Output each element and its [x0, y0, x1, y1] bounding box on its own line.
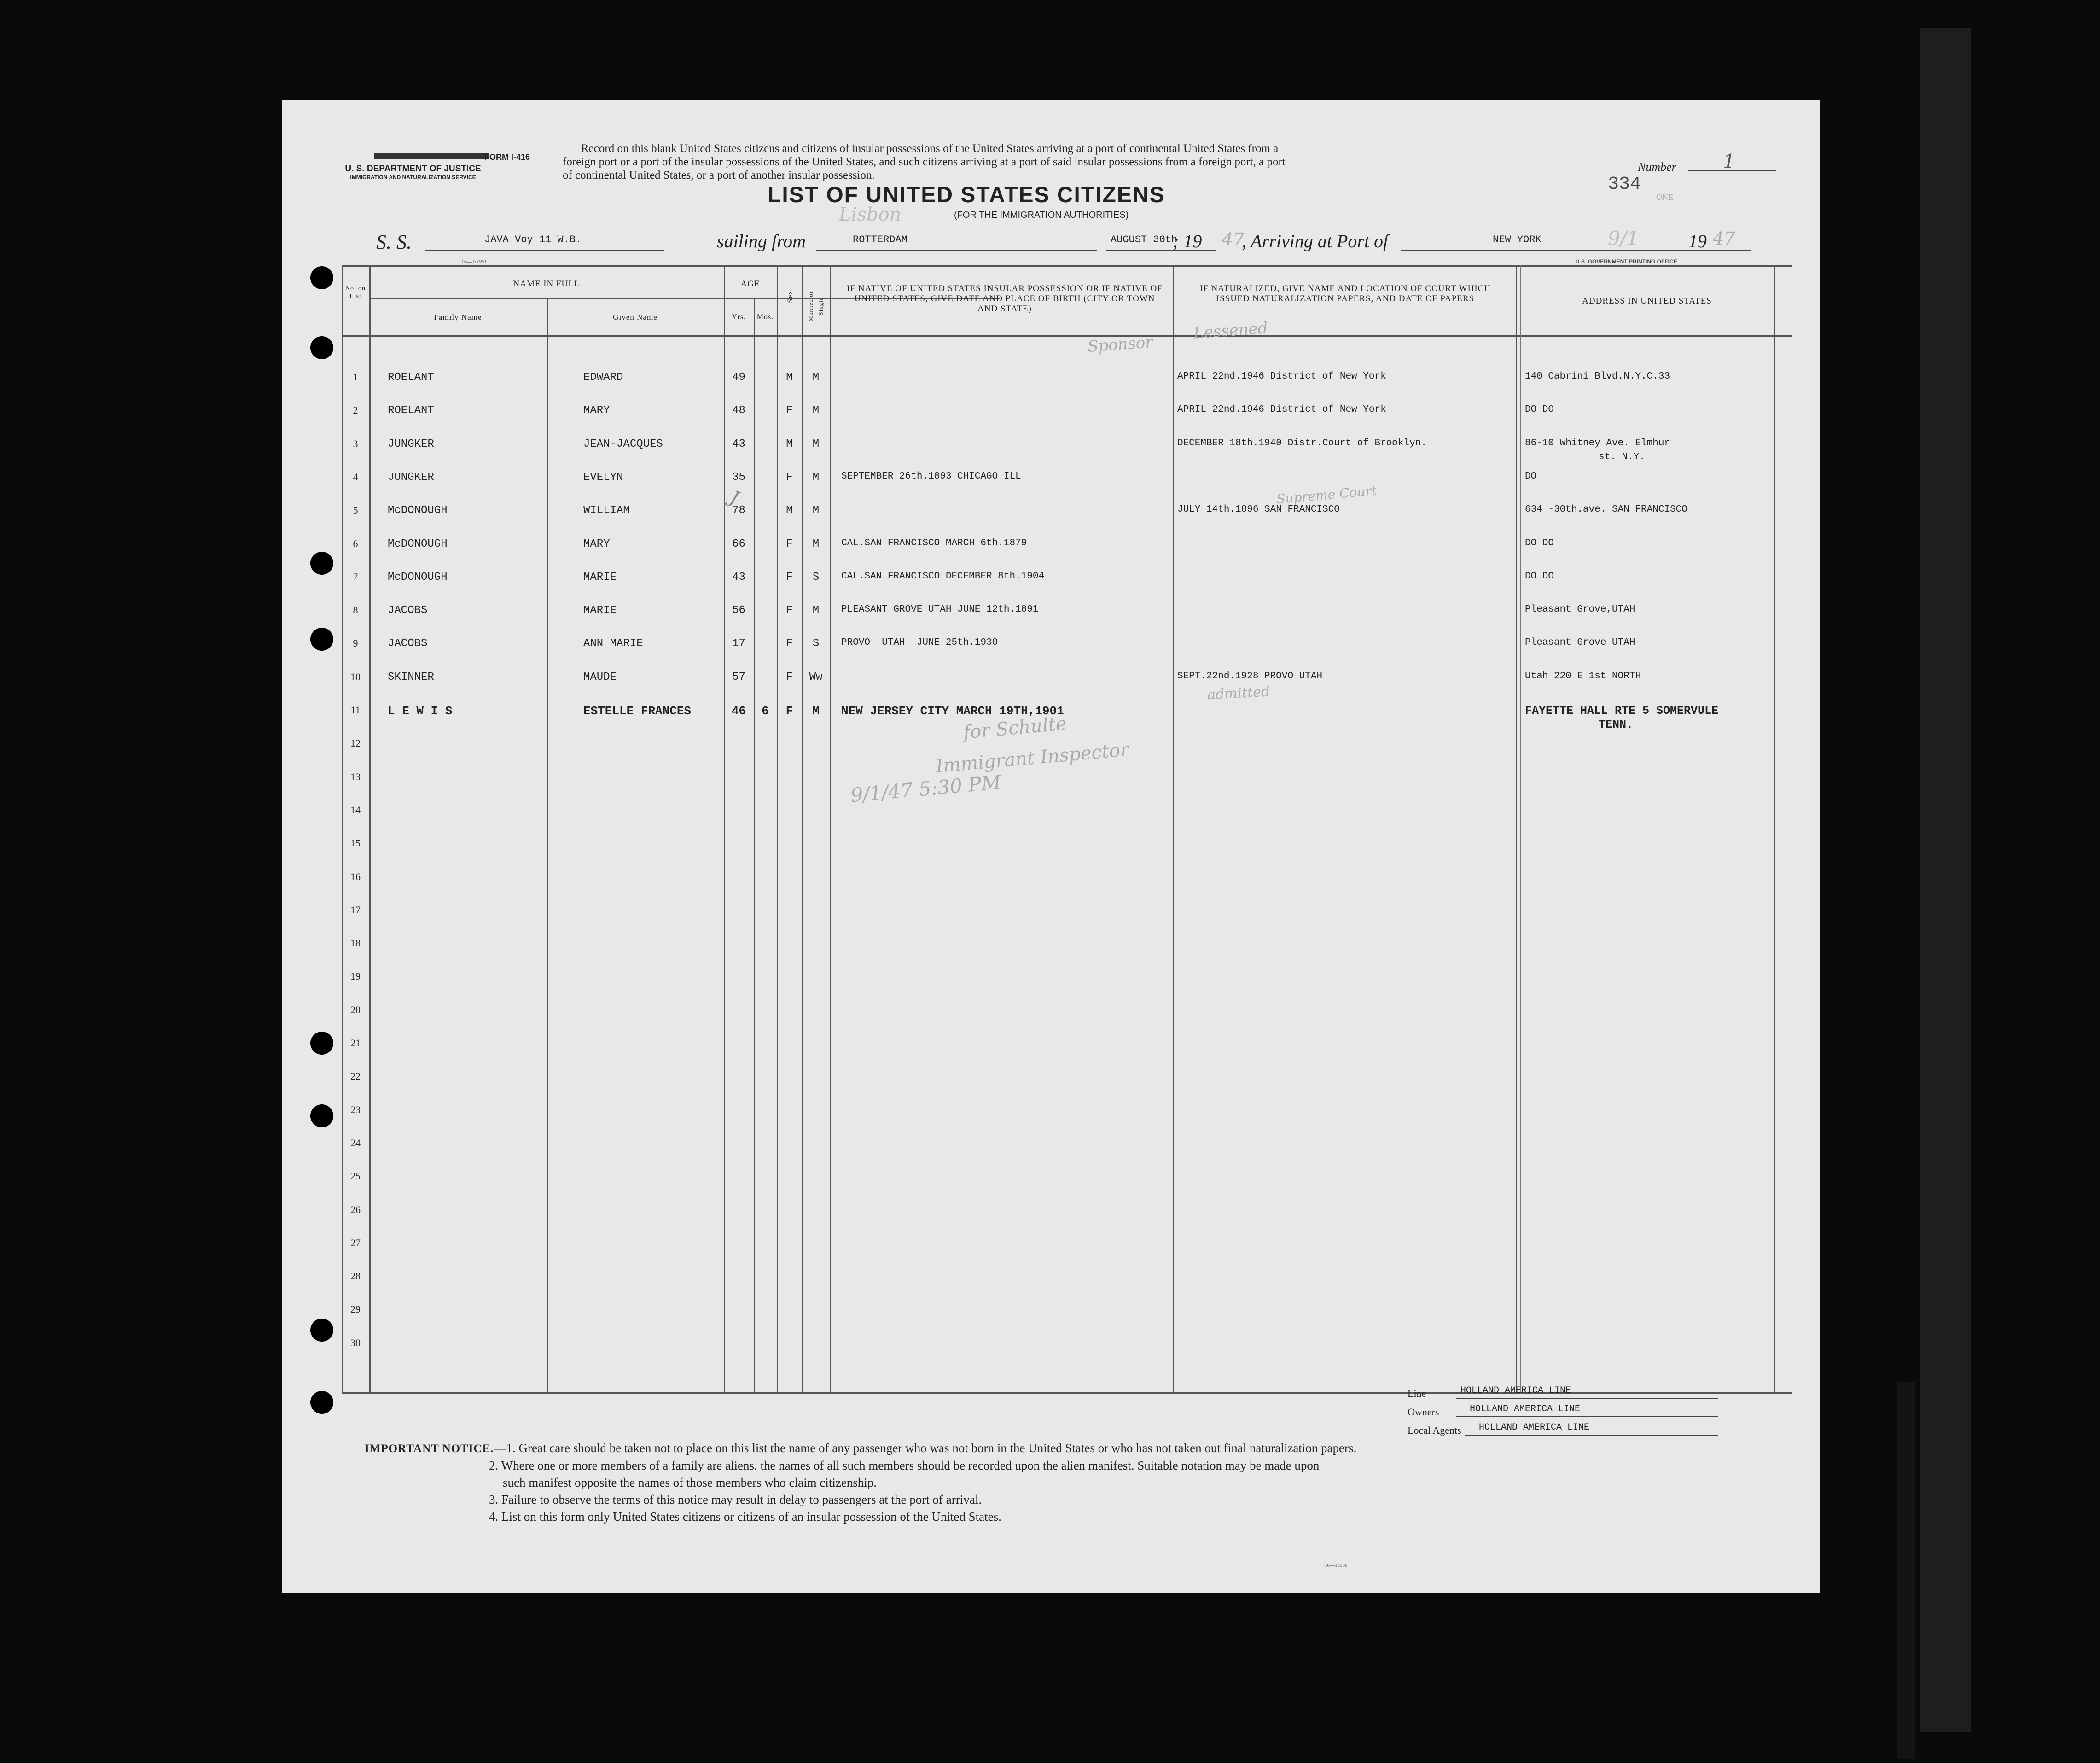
given-name-cell: MARIE [583, 571, 617, 584]
row-number: 2 [353, 404, 358, 416]
col-rule [1516, 265, 1517, 1394]
ss-label: S. S. [376, 231, 412, 253]
handwritten-stamp: admitted [1207, 683, 1271, 703]
sheet-number: 334 [1608, 174, 1641, 195]
row-number: 1 [353, 371, 358, 383]
binder-hole [310, 1032, 333, 1055]
binder-hole [310, 1391, 333, 1414]
col-header-mos: Mos. [756, 313, 774, 321]
page-subtitle: (FOR THE IMMIGRATION AUTHORITIES) [954, 210, 1129, 220]
marital-cell: S [812, 571, 820, 584]
port-arrival: NEW YORK [1493, 234, 1542, 245]
family-name-cell: JACOBS [388, 604, 428, 617]
notice-line: Record on this blank United States citizens and citizens of insular possessions of the United States arriving at a port of continental United States from a [581, 142, 1279, 155]
age-years-cell: 66 [732, 537, 745, 550]
line-label: Line [1408, 1388, 1426, 1399]
binder-hole [310, 336, 333, 359]
notice-heading: IMPORTANT NOTICE. [365, 1442, 494, 1455]
col-header-birth: IF NATIVE OF UNITED STATES INSULAR POSSESSION OR IF NATIVE OF UNITED STATES, GIVE DATE AND PLACE OF BIRTH (CITY OR TOWN AND STATE) [847, 284, 1163, 314]
owners-label: Owners [1408, 1406, 1439, 1418]
row-number: 22 [350, 1070, 361, 1082]
col-rule [754, 299, 755, 1394]
address-cell: FAYETTE HALL RTE 5 SOMERVULE [1525, 704, 1719, 718]
row-number: 30 [350, 1337, 361, 1349]
given-name-cell: MARY [583, 404, 610, 417]
row-number: 3 [353, 438, 358, 450]
footer-form-code: 16—10350 [1325, 1563, 1348, 1568]
family-name-cell: McDONOUGH [388, 571, 448, 584]
notice-text [563, 142, 1695, 182]
row-number: 26 [350, 1203, 361, 1215]
row-number: 20 [350, 1004, 361, 1016]
port-from-rule [816, 250, 1097, 251]
col-rule [369, 265, 371, 1394]
family-name-cell: SKINNER [388, 671, 434, 683]
film-edge-strip [1920, 28, 1971, 1732]
naturalization-cell: APRIL 22nd.1946 District of New York [1177, 404, 1386, 415]
row-number: 6 [353, 537, 358, 549]
sex-cell: F [786, 537, 793, 550]
age-years-cell: 56 [732, 604, 745, 617]
table-top-rule [342, 265, 1792, 267]
age-years-cell: 48 [732, 404, 745, 417]
address-cell: 140 Cabrini Blvd.N.Y.C.33 [1525, 371, 1670, 382]
handwritten-annotation: Supreme Court [1275, 483, 1378, 507]
given-name-cell: ESTELLE FRANCES [583, 704, 692, 718]
row-number: 27 [350, 1237, 361, 1249]
family-name-cell: McDONOUGH [388, 537, 448, 550]
row-number: 7 [353, 571, 358, 583]
owners-rule [1456, 1416, 1718, 1417]
col-rule [802, 265, 803, 1394]
sex-cell: F [786, 604, 793, 617]
address-cell: Pleasant Grove UTAH [1525, 637, 1635, 648]
handwritten-inspector: Immigrant Inspector [935, 739, 1130, 777]
row-number: 25 [350, 1170, 361, 1182]
date-from: AUGUST 30th [1111, 234, 1178, 245]
service: IMMIGRATION AND NATURALIZATION SERVICE [350, 174, 476, 181]
age-years-cell: 43 [732, 571, 745, 584]
col-header-no: No. on List [345, 285, 366, 300]
row-number: 14 [350, 804, 361, 816]
row-number: 19 [350, 970, 361, 982]
row-number: 23 [350, 1103, 361, 1115]
header-bottom-rule [342, 335, 1792, 337]
sheet-word: ONE [1656, 193, 1673, 202]
given-name-cell: WILLIAM [583, 504, 630, 517]
family-name-cell: ROELANT [388, 404, 434, 417]
row-number: 12 [350, 737, 361, 749]
local-agents-value: HOLLAND AMERICA LINE [1479, 1422, 1590, 1433]
notice-item-4: 4. List on this form only United States citizens or citizens of an insular possession of the United States. [489, 1510, 1001, 1524]
sex-cell: M [786, 504, 793, 517]
family-name-cell: JACOBS [388, 637, 428, 650]
year1-prefix: ; 19 [1173, 231, 1202, 251]
birth-cell: PROVO- UTAH- JUNE 25th.1930 [841, 637, 998, 648]
row-number: 15 [350, 837, 361, 849]
address-cell: DO DO [1525, 571, 1554, 582]
col-header-yrs: Yrs. [731, 313, 746, 321]
page-title: LIST OF UNITED STATES CITIZENS [768, 183, 1165, 207]
age-years-cell: 43 [732, 438, 745, 450]
owners-value: HOLLAND AMERICA LINE [1470, 1404, 1581, 1414]
given-name-cell: MARIE [583, 604, 617, 617]
family-name-cell: JUNGKER [388, 438, 434, 450]
given-name-cell: EDWARD [583, 371, 623, 384]
sex-cell: M [786, 371, 793, 384]
address-cell: 86-10 Whitney Ave. Elmhur [1525, 438, 1670, 449]
gpo-label: U.S. GOVERNMENT PRINTING OFFICE [1576, 258, 1677, 265]
sex-cell: F [786, 471, 793, 484]
birth-cell: CAL.SAN FRANCISCO DECEMBER 8th.1904 [841, 571, 1045, 582]
given-name-cell: EVELYN [583, 471, 623, 484]
notice-line: foreign port or a port of the insular possessions of the United States, and such citizens arriving at a port of said insular possessions from a foreign port, a port [563, 156, 1286, 168]
address-cell-line2: st. N.Y. [1599, 451, 1645, 462]
sex-cell: F [786, 571, 793, 584]
col-header-sex: Sex [786, 290, 794, 303]
handwritten-mark: J [727, 486, 742, 509]
given-name-cell: MARY [583, 537, 610, 550]
row-number: 28 [350, 1270, 361, 1282]
row-number: 18 [350, 937, 361, 949]
address-cell: Pleasant Grove,UTAH [1525, 604, 1635, 615]
row-number: 9 [353, 637, 358, 649]
form-code: 16—10350 [461, 258, 486, 265]
notice-line: of continental United States, or a port of another insular possession. [563, 169, 875, 181]
age-years-cell: 17 [732, 637, 745, 650]
col-rule [1774, 265, 1775, 1394]
age-years-cell: 49 [732, 371, 745, 384]
birth-cell: CAL.SAN FRANCISCO MARCH 6th.1879 [841, 537, 1027, 549]
table-bottom-rule [342, 1392, 1792, 1394]
marital-cell: Ww [809, 671, 823, 683]
naturalization-cell: SEPT.22nd.1928 PROVO UTAH [1177, 671, 1323, 682]
age-years-cell: 46 [731, 704, 746, 718]
col-header-age: AGE [740, 279, 760, 289]
col-rule [342, 265, 343, 1394]
address-cell-line2: TENN. [1599, 718, 1634, 731]
department: U. S. DEPARTMENT OF JUSTICE [345, 164, 481, 174]
row-number: 24 [350, 1137, 361, 1149]
number-value: 1 [1723, 150, 1735, 173]
marital-cell: M [812, 404, 820, 417]
handwritten-annotation: Sponsor [1087, 333, 1153, 356]
row-number: 17 [350, 904, 361, 916]
local-agents-rule [1465, 1435, 1718, 1436]
marital-cell: M [812, 704, 820, 718]
age-years-cell: 35 [732, 471, 745, 484]
notice-item-1: IMPORTANT NOTICE.—1. Great care should be taken not to place on this list the name of any passenger who was not born in the United States or who has not taken out final naturalization papers. [365, 1441, 1357, 1455]
naturalization-cell: APRIL 22nd.1946 District of New York [1177, 371, 1386, 382]
line-value: HOLLAND AMERICA LINE [1460, 1385, 1571, 1396]
year2-suffix: 47 [1713, 228, 1735, 249]
address-cell: DO DO [1525, 537, 1554, 549]
col-header-family: Family Name [434, 313, 482, 321]
handwritten-port: Lisbon [839, 204, 902, 225]
address-cell: Utah 220 E 1st NORTH [1525, 671, 1641, 682]
manifest-sheet [282, 100, 1820, 1593]
row-number: 10 [350, 671, 361, 683]
col-rule [1173, 265, 1174, 1394]
binder-hole [310, 628, 333, 651]
handwritten-annotation: Lessened [1193, 319, 1268, 343]
naturalization-cell: DECEMBER 18th.1940 Distr.Court of Brooklyn. [1177, 438, 1427, 449]
birth-cell: PLEASANT GROVE UTAH JUNE 12th.1891 [841, 604, 1039, 615]
family-name-cell: JUNGKER [388, 471, 434, 484]
ship-name: JAVA Voy 11 W.B. [484, 234, 582, 245]
sailing-label: sailing from [717, 231, 806, 251]
arriving-label: , Arriving at Port of [1242, 231, 1389, 251]
col-rule [724, 265, 725, 1394]
marital-cell: M [812, 537, 820, 550]
col-header-marital: Married or Single [807, 291, 824, 321]
binder-hole [310, 1104, 333, 1127]
form-rule [374, 153, 489, 159]
marital-cell: M [812, 471, 820, 484]
marital-cell: S [812, 637, 820, 650]
notice-item-2-cont: such manifest opposite the names of those members who claim citizenship. [503, 1476, 877, 1489]
sex-cell: F [786, 404, 793, 417]
given-name-cell: MAUDE [583, 671, 617, 683]
naturalization-cell: JULY 14th.1896 SAN FRANCISCO [1177, 504, 1340, 515]
row-number: 4 [353, 471, 358, 483]
handwritten-arrival-date: 9/1 [1608, 227, 1639, 250]
form-number: FORM I-416 [484, 152, 530, 162]
row-number: 13 [350, 771, 361, 782]
family-name-cell: L E W I S [388, 704, 453, 718]
address-cell: DO DO [1525, 404, 1554, 415]
col-rule [1520, 265, 1521, 1394]
marital-cell: M [812, 371, 820, 384]
line-rule [1456, 1398, 1718, 1399]
important-notice [365, 1440, 1792, 1525]
col-header-name: NAME IN FULL [513, 279, 580, 289]
col-rule [777, 265, 778, 1394]
film-edge-strip-lower [1897, 1382, 1915, 1759]
row-number: 11 [350, 704, 361, 716]
marital-cell: M [812, 438, 820, 450]
given-name-cell: JEAN-JACQUES [583, 438, 663, 450]
sex-cell: F [786, 671, 793, 683]
sex-cell: F [786, 637, 793, 650]
row-number: 16 [350, 870, 361, 882]
col-header-given: Given Name [613, 313, 657, 321]
row-number: 21 [350, 1037, 361, 1049]
col-rule [830, 265, 831, 1394]
address-cell: 634 -30th.ave. SAN FRANCISCO [1525, 504, 1687, 515]
year1: 19 [1183, 231, 1202, 251]
age-months-cell: 6 [762, 704, 769, 718]
binder-hole [310, 552, 333, 575]
given-name-cell: ANN MARIE [583, 637, 643, 650]
sex-cell: F [785, 704, 793, 718]
row-number: 5 [353, 504, 358, 516]
address-cell: DO [1525, 471, 1537, 482]
row-number: 8 [353, 604, 358, 616]
notice-item-2: 2. Where one or more members of a family are aliens, the names of all such members should be recorded upon the alien manifest. Suitable notation may be made upon [489, 1459, 1320, 1472]
family-name-cell: ROELANT [388, 371, 434, 384]
year1-suffix: 47 [1222, 229, 1245, 250]
ship-rule [425, 250, 664, 251]
birth-cell: NEW JERSEY CITY MARCH 19TH,1901 [841, 704, 1064, 718]
col-rule [547, 299, 548, 1394]
marital-cell: M [812, 604, 820, 617]
binder-hole [310, 266, 333, 289]
col-header-naturalized: IF NATURALIZED, GIVE NAME AND LOCATION OF COURT WHICH ISSUED NATURALIZATION PAPERS, AND DATE OF PAPERS [1199, 284, 1491, 304]
age-years-cell: 57 [732, 671, 745, 683]
marital-cell: M [812, 504, 820, 517]
year2: 19 [1688, 231, 1707, 251]
handwritten-signature: for Schulte [962, 713, 1068, 743]
sex-cell: M [786, 438, 793, 450]
handwritten-inspector-date: 9/1/47 5:30 PM [849, 771, 1002, 807]
age-years-cell: 78 [732, 504, 745, 517]
local-agents-label: Local Agents [1408, 1424, 1461, 1436]
family-name-cell: McDONOUGH [388, 504, 448, 517]
port-from: ROTTERDAM [853, 234, 907, 245]
row-number: 29 [350, 1303, 361, 1315]
notice-item-3: 3. Failure to observe the terms of this notice may result in delay to passengers at the port of arrival. [489, 1493, 982, 1506]
birth-cell: SEPTEMBER 26th.1893 CHICAGO ILL [841, 471, 1021, 482]
number-label: Number [1638, 160, 1676, 174]
binder-hole [310, 1319, 333, 1342]
col-header-address: ADDRESS IN UNITED STATES [1582, 296, 1712, 306]
